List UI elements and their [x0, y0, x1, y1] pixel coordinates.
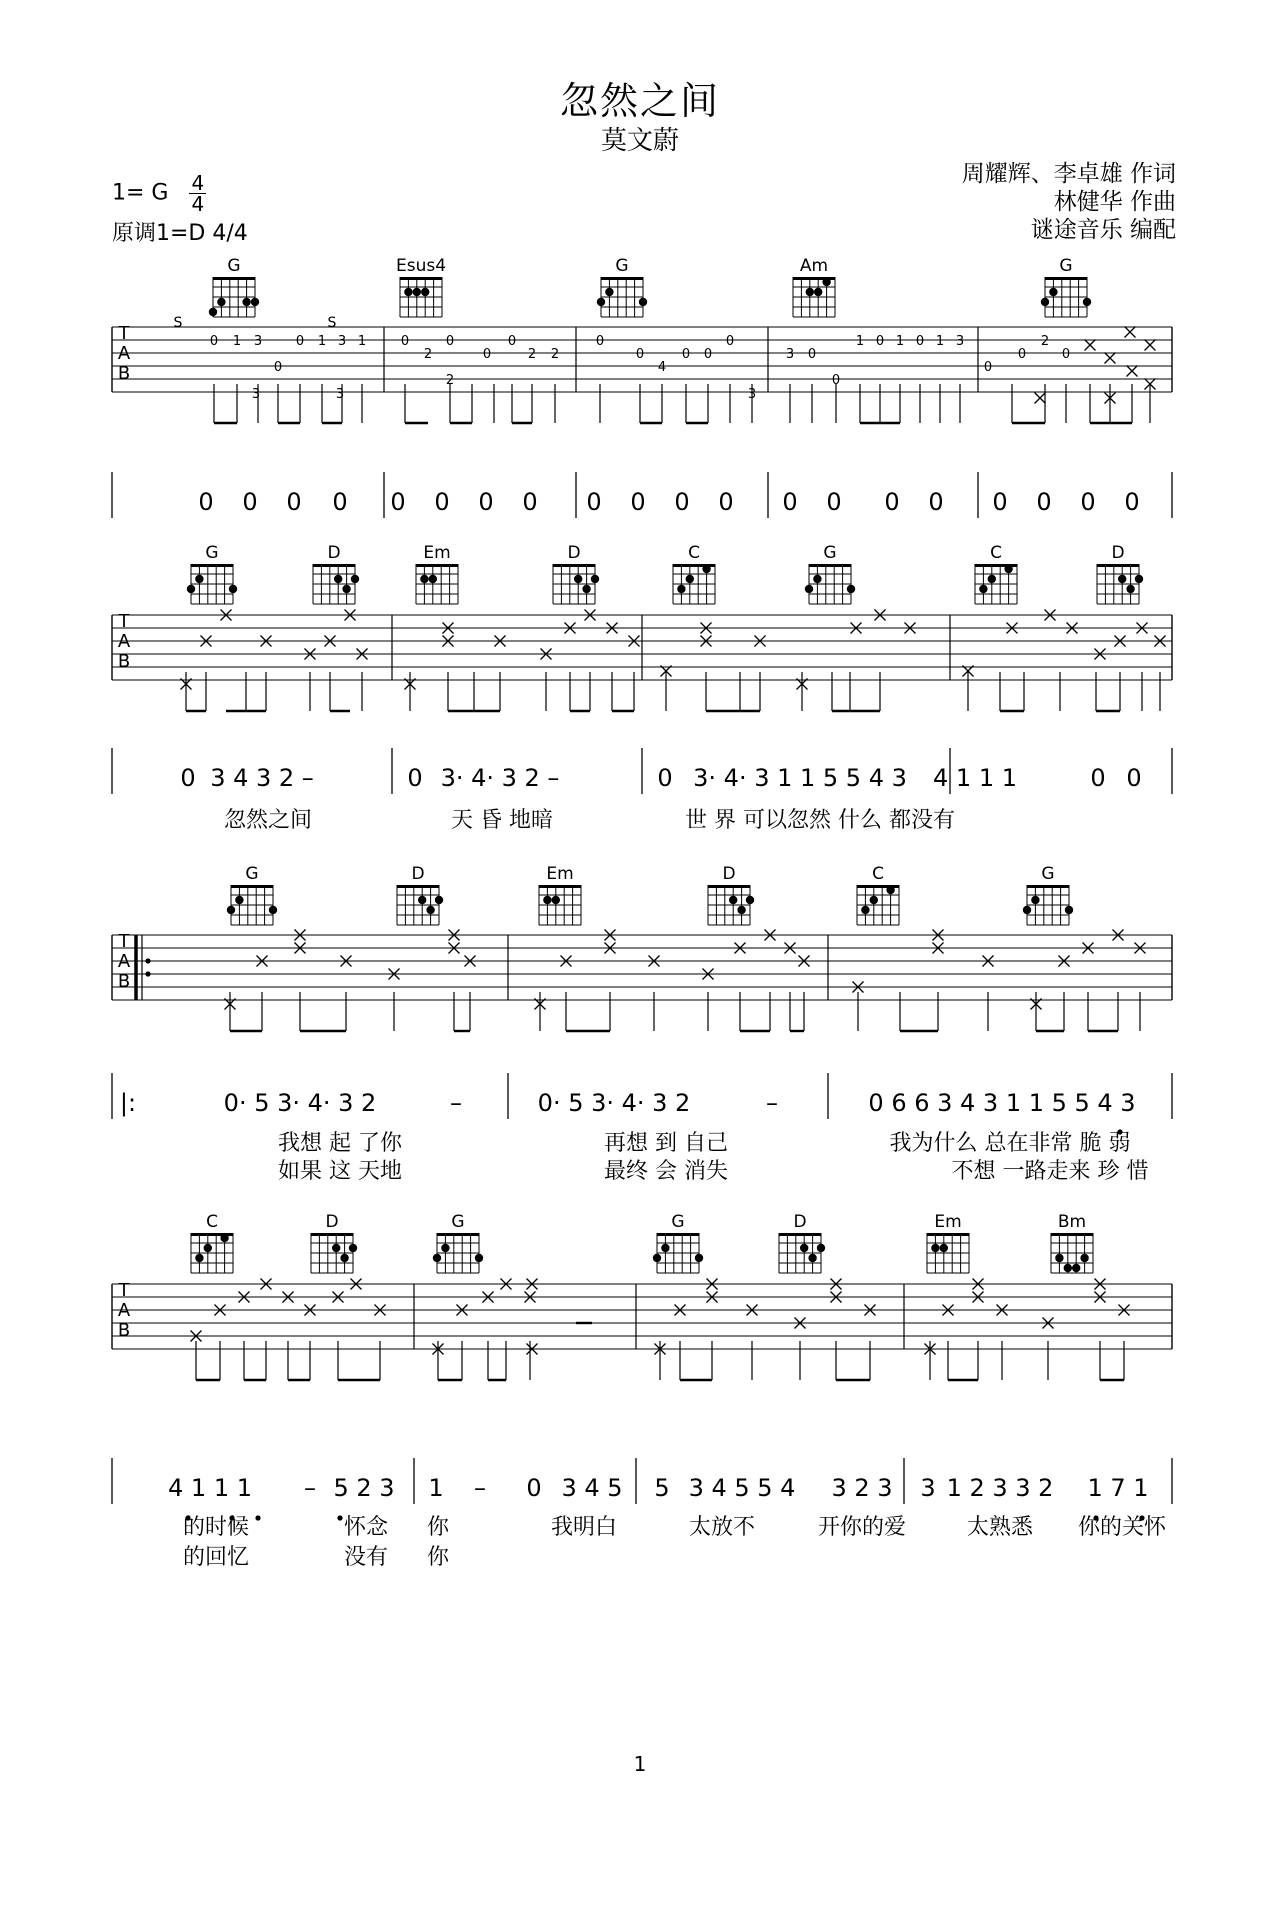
chord-dot — [800, 1244, 808, 1252]
chord-dot — [1065, 906, 1073, 914]
jianpu-note: 0· 5 3· 4· 3 2 — [223, 1089, 377, 1117]
chord-diagram — [708, 885, 754, 925]
chord-dot — [543, 896, 551, 904]
chord-dot — [413, 288, 421, 296]
jianpu-note: 0 — [332, 488, 348, 516]
chord-dot — [661, 1244, 669, 1252]
note-cross — [1035, 393, 1046, 404]
chord-dot — [1064, 1264, 1072, 1272]
tab-fret-number: 2 — [445, 373, 455, 388]
chord-diagram — [1097, 564, 1143, 604]
tab-clef-letter: T — [118, 1280, 130, 1301]
lyric-line-1: 我想 起 了你 — [278, 1131, 402, 1156]
chord-dot — [418, 896, 426, 904]
chord-dot — [433, 1254, 441, 1262]
tab-clef-letter: B — [117, 363, 131, 384]
chord-dot — [605, 288, 613, 296]
jianpu-note: 0 — [992, 488, 1008, 516]
tab-fret-number: 0 — [595, 334, 605, 349]
slide-mark: S — [327, 315, 337, 331]
chord-diagram — [311, 1233, 357, 1273]
chord-dot — [574, 575, 582, 583]
chord-dot — [269, 906, 277, 914]
chord-dot — [204, 1244, 212, 1252]
page-number: 1 — [633, 1752, 647, 1776]
chord-dot — [195, 1254, 203, 1262]
chord-dot — [187, 585, 195, 593]
lyric-line-1: 怀念 — [343, 1515, 389, 1540]
chord-dot — [695, 1254, 703, 1262]
chord-dot — [475, 1254, 483, 1262]
chord-dot — [334, 575, 342, 583]
chord-diagram — [539, 885, 581, 925]
jianpu-note: 0 — [407, 764, 423, 792]
lyric-line-1: 你的关怀 — [1077, 1515, 1167, 1540]
chord-nut — [927, 1233, 969, 1236]
tab-fret-number: 0 — [209, 334, 219, 349]
chord-diagram — [187, 564, 237, 604]
chord-name: D — [327, 543, 341, 563]
chord-name: Em — [934, 1212, 962, 1232]
jianpu-note: 0 — [928, 488, 944, 516]
chord-dot — [822, 278, 830, 286]
chord-name: C — [872, 864, 884, 884]
jianpu-note: 0 — [782, 488, 798, 516]
lyric-line-2: 最终 会 消失 — [604, 1159, 728, 1184]
chord-diagram — [673, 564, 715, 604]
chord-dot — [351, 575, 359, 583]
tab-fret-number: 2 — [1040, 334, 1050, 349]
tab-clef-letter: T — [118, 323, 130, 344]
chord-dot — [979, 585, 987, 593]
chord-diagram — [553, 564, 599, 604]
chord-nut — [601, 277, 643, 280]
jianpu-note: 4 1 1 1 — [168, 1474, 252, 1502]
jianpu-note: 5 2 3 — [333, 1474, 395, 1502]
chord-name: C — [688, 543, 700, 563]
lyric-line-1: 我为什么 总在非常 脆 弱 — [889, 1131, 1131, 1156]
jianpu-note: 0 — [198, 488, 214, 516]
jianpu-note: 0 — [718, 488, 734, 516]
chord-dot — [195, 575, 203, 583]
chord-name: C — [990, 543, 1002, 563]
chord-dot — [597, 298, 605, 306]
chord-name: Bm — [1057, 1212, 1087, 1232]
chord-dot — [209, 308, 217, 316]
tab-fret-number: 0 — [635, 347, 645, 362]
chord-nut — [313, 564, 355, 567]
note-cross — [1145, 340, 1156, 351]
jianpu-note: 0 — [1036, 488, 1052, 516]
tab-fret-number: 0 — [273, 360, 283, 375]
tab-clef-letter: T — [118, 611, 130, 632]
jianpu-note: 0 — [522, 488, 538, 516]
tab-fret-number: 0 — [1061, 347, 1071, 362]
slide-mark: S — [173, 315, 183, 331]
chord-dot — [653, 1254, 661, 1262]
jianpu-note: 0 6 6 3 4 3 1 1 5 5 4 3 — [868, 1089, 1136, 1117]
chord-nut — [400, 277, 442, 280]
chord-name: G — [227, 256, 241, 276]
octave-dot — [337, 1515, 342, 1520]
chord-dot — [1031, 896, 1039, 904]
jianpu-note: 0 — [242, 488, 258, 516]
lyric-line-1: 再想 到 自己 — [604, 1131, 728, 1156]
tab-fret-number: 0 — [725, 334, 735, 349]
tab-clef-letter: B — [117, 1320, 131, 1341]
chord-nut — [809, 564, 851, 567]
original-key: 原调1=D 4/4 — [112, 221, 248, 246]
chord-diagram — [597, 277, 647, 317]
jianpu-note: 3 — [920, 1474, 936, 1502]
chord-dot — [441, 1244, 449, 1252]
tab-fret-number: 0 — [1017, 347, 1027, 362]
chord-diagram — [416, 564, 458, 604]
chord-name: G — [451, 1212, 465, 1232]
chord-nut — [311, 1233, 353, 1236]
tab-fret-number: 0 — [915, 334, 925, 349]
song-title: 忽然之间 — [559, 79, 720, 123]
chord-dot — [1049, 288, 1057, 296]
jianpu-note: 0 — [1090, 764, 1106, 792]
chord-dot — [235, 896, 243, 904]
chord-diagram — [975, 564, 1017, 604]
chord-dot — [1126, 585, 1134, 593]
chord-name: D — [567, 543, 581, 563]
chord-diagram — [1041, 277, 1091, 317]
jianpu-note: 0 — [1126, 764, 1142, 792]
chord-name: D — [793, 1212, 807, 1232]
lyric-line-2: 不想 一路走来 珍 惜 — [951, 1159, 1149, 1184]
chord-diagram — [227, 885, 277, 925]
jianpu-note: 1 7 1 — [1087, 1474, 1149, 1502]
chord-dot — [677, 585, 685, 593]
chord-dot — [340, 1254, 348, 1262]
chord-dot — [702, 565, 710, 573]
chord-name: G — [671, 1212, 685, 1232]
chord-nut — [213, 277, 255, 280]
tab-fret-number: 0 — [703, 347, 713, 362]
chord-dot — [814, 288, 822, 296]
chord-dot — [332, 1244, 340, 1252]
lyric-line-1: 太熟悉 — [966, 1515, 1034, 1540]
chord-dot — [737, 906, 745, 914]
tab-fret-number: 0 — [445, 334, 455, 349]
note-cross — [1125, 327, 1136, 338]
chord-nut — [1051, 1233, 1093, 1236]
lyric-line-1: 开你的爱 — [817, 1515, 907, 1540]
tab-fret-number: 1 — [935, 334, 945, 349]
chord-dot — [817, 1244, 825, 1252]
lyric-line-1: 你 — [426, 1515, 450, 1540]
chord-dot — [1055, 1254, 1063, 1262]
chord-dot — [220, 1234, 228, 1242]
chord-dot — [861, 906, 869, 914]
jianpu-note: 3· 4· 3 2 – — [440, 764, 560, 792]
tab-clef-letter: B — [117, 971, 131, 992]
chord-nut — [397, 885, 439, 888]
chord-nut — [437, 1233, 479, 1236]
jianpu-note: 0 — [1080, 488, 1096, 516]
chord-nut — [1045, 277, 1087, 280]
tab-clef-letter: A — [117, 951, 131, 972]
chord-diagram — [927, 1233, 969, 1273]
tab-fret-number: 1 — [232, 334, 242, 349]
tab-clef-letter: A — [117, 343, 131, 364]
repeat-sign: |: — [119, 1089, 137, 1117]
tab-fret-number: 1 — [895, 334, 905, 349]
chord-dot — [404, 288, 412, 296]
jianpu-note: 0 — [286, 488, 302, 516]
tab-fret-number: 0 — [983, 360, 993, 375]
tab-fret-number: 0 — [875, 334, 885, 349]
chord-dot — [435, 896, 443, 904]
tab-fret-number: 0 — [681, 347, 691, 362]
chord-diagram — [779, 1233, 825, 1273]
tab-clef-letter: T — [118, 931, 130, 952]
chord-nut — [231, 885, 273, 888]
chord-dot — [229, 585, 237, 593]
lyric-line-2: 你 — [426, 1545, 450, 1570]
chord-name: D — [325, 1212, 339, 1232]
chord-diagram — [400, 277, 442, 317]
jianpu-note: 0· 5 3· 4· 3 2 — [537, 1089, 691, 1117]
tab-fret-number: 0 — [831, 373, 841, 388]
chord-diagram — [313, 564, 359, 604]
lyric-line-2: 如果 这 天地 — [278, 1159, 402, 1184]
chord-diagram — [209, 277, 259, 317]
tab-fret-number: 3 — [335, 387, 345, 402]
jianpu-note: – — [304, 1474, 316, 1502]
chord-diagram — [793, 277, 835, 317]
lyric-line-2: 的回忆 — [182, 1545, 250, 1570]
chord-dot — [349, 1244, 357, 1252]
chord-dot — [227, 906, 235, 914]
chord-dot — [988, 575, 996, 583]
tab-fret-number: 4 — [657, 360, 667, 375]
credit-lyricist: 周耀辉、李卓雄 作词 — [961, 161, 1176, 187]
chord-dot — [1135, 575, 1143, 583]
chord-dot — [421, 288, 429, 296]
jianpu-note: – — [474, 1474, 486, 1502]
chord-dot — [870, 896, 878, 904]
jianpu-note: 1 2 3 3 2 — [946, 1474, 1054, 1502]
chord-name: G — [1059, 256, 1073, 276]
chord-dot — [591, 575, 599, 583]
note-cross — [1105, 353, 1116, 364]
repeat-dot — [145, 971, 150, 976]
note-cross — [1085, 340, 1096, 351]
chord-dot — [1023, 906, 1031, 914]
chord-dot — [342, 585, 350, 593]
chord-name: D — [1111, 543, 1125, 563]
lyric-line-1: 太放不 — [688, 1515, 756, 1540]
chord-nut — [708, 885, 750, 888]
jianpu-note: 3· 4· 3 1 1 5 5 4 3 — [693, 764, 907, 792]
lyric-line-1: 天 昏 地暗 — [451, 808, 553, 833]
jianpu-note: 0 — [884, 488, 900, 516]
chord-nut — [657, 1233, 699, 1236]
tab-fret-number: 1 — [317, 334, 327, 349]
note-cross — [1127, 366, 1138, 377]
chord-name: G — [205, 543, 219, 563]
chord-name: Em — [546, 864, 574, 884]
chord-dot — [813, 575, 821, 583]
chord-name: G — [615, 256, 629, 276]
jianpu-note: 0 — [630, 488, 646, 516]
chord-nut — [553, 564, 595, 567]
chord-dot — [729, 896, 737, 904]
chord-nut — [1097, 564, 1139, 567]
jianpu-note: 0 — [1124, 488, 1140, 516]
jianpu-note: 0 — [478, 488, 494, 516]
chord-diagram — [857, 885, 899, 925]
tab-fret-number: 3 — [955, 334, 965, 349]
chord-name: D — [722, 864, 736, 884]
jianpu-note: 0 — [526, 1474, 542, 1502]
lyric-line-2: 没有 — [343, 1545, 389, 1570]
tab-fret-number: 0 — [482, 347, 492, 362]
chord-dot — [847, 585, 855, 593]
chord-dot — [806, 288, 814, 296]
chord-name: G — [823, 543, 837, 563]
chord-name: Am — [799, 256, 829, 276]
jianpu-note: 3 4 5 5 4 — [688, 1474, 796, 1502]
chord-dot — [886, 886, 894, 894]
credit-arranger: 谜途音乐 编配 — [1030, 217, 1176, 243]
chord-dot — [429, 575, 437, 583]
chord-dot — [686, 575, 694, 583]
time-denominator: 4 — [191, 192, 205, 216]
chord-name: G — [245, 864, 259, 884]
jianpu-note: 0 — [586, 488, 602, 516]
jianpu-note: 3 4 5 — [561, 1474, 623, 1502]
tab-fret-number: 1 — [357, 334, 367, 349]
jianpu-note: 0 — [180, 764, 196, 792]
chord-diagram — [433, 1233, 483, 1273]
chord-dot — [1004, 565, 1012, 573]
chord-nut — [539, 885, 581, 888]
tab-fret-number: 3 — [253, 334, 263, 349]
tab-fret-number: 2 — [423, 347, 433, 362]
jianpu-note: 3 4 3 2 – — [210, 764, 314, 792]
credit-composer: 林健华 作曲 — [1053, 189, 1176, 215]
chord-name: Esus4 — [395, 256, 447, 276]
chord-dot — [1041, 298, 1049, 306]
jianpu-note: 0 — [390, 488, 406, 516]
chord-diagram — [397, 885, 443, 925]
tab-fret-number: 3 — [785, 347, 795, 362]
tab-clef-letter: B — [117, 651, 131, 672]
key-label: 1= G — [112, 180, 169, 206]
tab-fret-number: 1 — [855, 334, 865, 349]
tab-fret-number: 0 — [295, 334, 305, 349]
jianpu-note: 3 2 3 — [831, 1474, 893, 1502]
chord-dot — [242, 298, 250, 306]
chord-dot — [931, 1244, 939, 1252]
chord-name: G — [1041, 864, 1055, 884]
chord-dot — [639, 298, 647, 306]
tab-fret-number: 2 — [550, 347, 560, 362]
chord-diagram — [1051, 1233, 1093, 1273]
lyric-line-1: 我明白 — [550, 1515, 618, 1540]
jianpu-note: – — [450, 1089, 462, 1117]
chord-nut — [416, 564, 458, 567]
chord-dot — [1072, 1264, 1080, 1272]
octave-dot — [255, 1515, 260, 1520]
song-artist: 莫文蔚 — [600, 126, 679, 156]
tab-fret-number: 3 — [337, 334, 347, 349]
time-numerator: 4 — [191, 171, 205, 195]
jianpu-note: 4 1 1 1 — [933, 764, 1017, 792]
tab-fret-number: 3 — [747, 387, 757, 402]
chord-dot — [805, 585, 813, 593]
jianpu-note: – — [766, 1089, 778, 1117]
chord-dot — [1080, 1254, 1088, 1262]
chord-dot — [420, 575, 428, 583]
chord-dot — [746, 896, 754, 904]
tab-fret-number: 0 — [400, 334, 410, 349]
chord-diagram — [805, 564, 855, 604]
chord-dot — [552, 896, 560, 904]
chord-name: D — [411, 864, 425, 884]
jianpu-note: 1 — [428, 1474, 444, 1502]
chord-nut — [1027, 885, 1069, 888]
lyric-line-1: 的时候 — [182, 1515, 250, 1540]
chord-dot — [582, 585, 590, 593]
chord-nut — [191, 564, 233, 567]
chord-dot — [251, 298, 259, 306]
repeat-dot — [145, 958, 150, 963]
chord-name: C — [206, 1212, 218, 1232]
chord-dot — [808, 1254, 816, 1262]
chord-dot — [940, 1244, 948, 1252]
jianpu-note: 5 — [654, 1474, 670, 1502]
tab-fret-number: 2 — [527, 347, 537, 362]
tab-clef-letter: A — [117, 1300, 131, 1321]
tab-fret-number: 0 — [507, 334, 517, 349]
jianpu-note: 0 — [826, 488, 842, 516]
chord-nut — [779, 1233, 821, 1236]
chord-dot — [217, 298, 225, 306]
chord-dot — [426, 906, 434, 914]
tab-fret-number: 0 — [807, 347, 817, 362]
chord-dot — [1083, 298, 1091, 306]
jianpu-note: 0 — [434, 488, 450, 516]
jianpu-note: 0 — [657, 764, 673, 792]
jianpu-note: 0 — [674, 488, 690, 516]
chord-diagram — [1023, 885, 1073, 925]
lyric-line-1: 忽然之间 — [223, 808, 313, 833]
lyric-line-1: 世 界 可以忽然 什么 都没有 — [685, 808, 955, 833]
tab-clef-letter: A — [117, 631, 131, 652]
tab-fret-number: 3 — [251, 387, 261, 402]
chord-dot — [1118, 575, 1126, 583]
chord-diagram — [191, 1233, 233, 1273]
chord-name: Em — [423, 543, 451, 563]
chord-diagram — [653, 1233, 703, 1273]
